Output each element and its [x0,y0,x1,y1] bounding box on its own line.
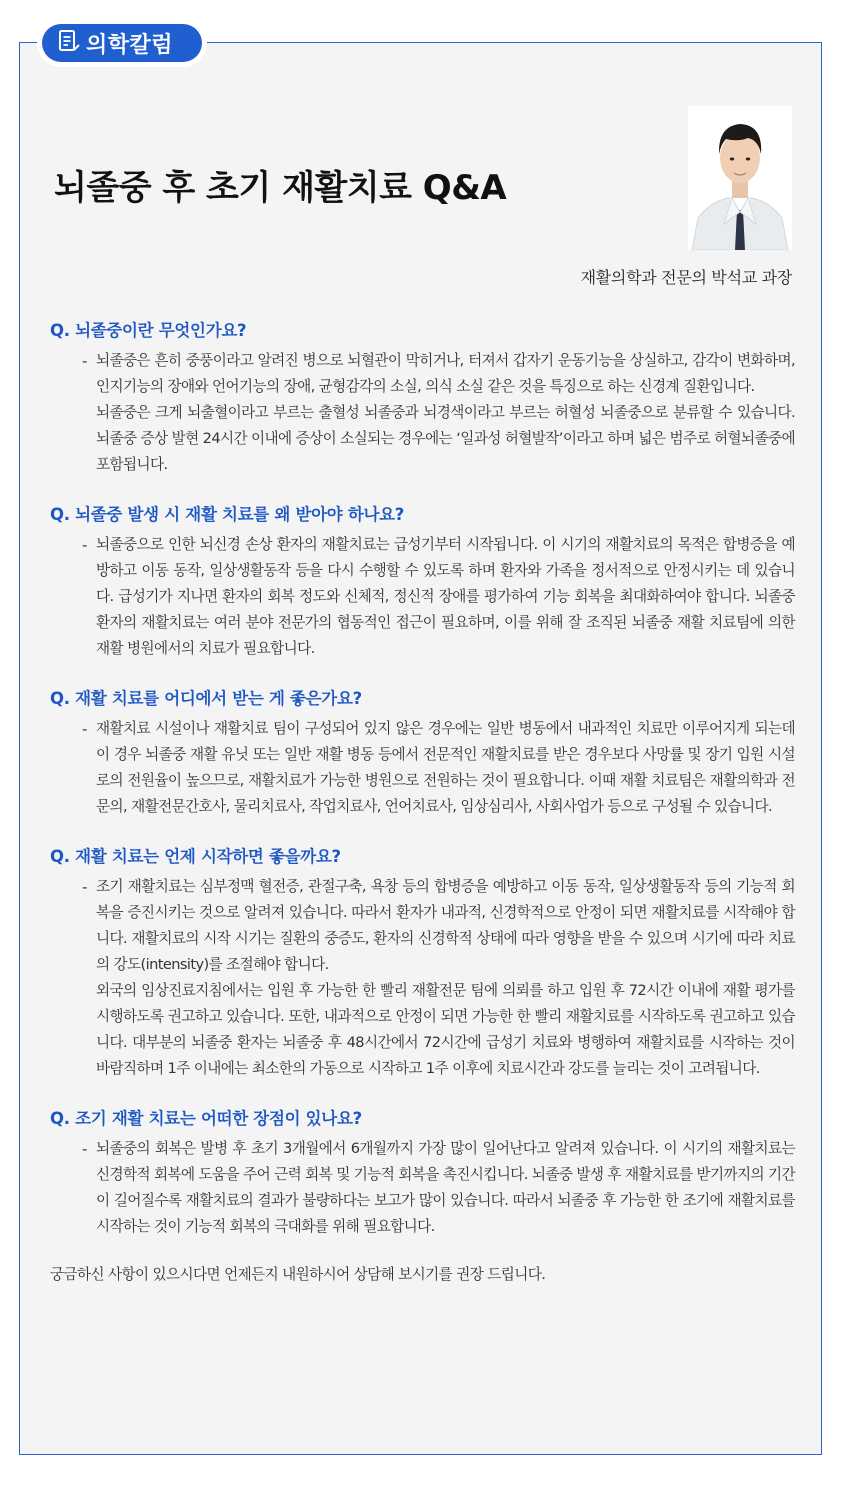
answer-paragraph: 뇌졸중으로 인한 뇌신경 손상 환자의 재활치료는 급성기부터 시작됩니다. 이 시기의 재활치료의 목적은 합병증을 예방하고 이동 동작, 일상생활동작 등을 다시 수행할 수 있도록 하며 환자와 가족을 정서적으로 안정시키는 데 있습니다. 급성기가 지나면 환자의 회복 정도와 신체적, 정신적 장애를 평가하여 기능 회복을 최대화하여야 합니다. 뇌졸중 환자의 재활치료는 여러 분야 전문가의 협동적인 접근이 필요하며, 이를 위해 잘 조직된 뇌졸중 재활 치료팀에 의한 재활 병원에서의 치료가 필요합니다. [96,536,796,657]
author-line: 재활의학과 전문의 박석교 과장 [580,268,792,287]
qa-section [50,684,795,820]
answer-dash: - [82,720,88,738]
qa-section [50,500,795,662]
answer-paragraph: 조기 재활치료는 심부정맥 혈전증, 관절구축, 욕창 등의 합병증을 예방하고 이동 동작, 일상생활동작 등의 기능적 회복을 증진시키는 것으로 알려져 있습니다. 따라서 환자가 내과적, 신경학적으로 안정이 되면 재활치료를 시작해야 합니다. 재활치료의 시작 시기는 질환의 중증도, 환자의 신경학적 상태에 따라 영향을 받을 수 있으며 시기에 따라 치료의 강도(intensity)를 조절해야 합니다. [96,878,795,973]
question-heading: Q. 조기 재활 치료는 어떠한 장점이 있나요? [50,1109,362,1128]
answer-block [50,532,795,662]
badge-label: 의학칼럼 [86,32,174,58]
qa-section [50,1104,795,1240]
answer-block [50,716,795,820]
answer-paragraph: 재활치료 시설이나 재활치료 팀이 구성되어 있지 않은 경우에는 일반 병동에서 내과적인 치료만 이루어지게 되는데 이 경우 뇌졸중 재활 유닛 또는 일반 재활 병동 등에서 전문적인 재활치료를 받은 경우보다 사망률 및 장기 입원 시설로의 전원율이 높으므로, 재활치료가 가능한 병원으로 전원하는 것이 필요합니다. 이때 재활 치료팀은 재활의학과 전문의, 재활전문간호사, 물리치료사, 작업치료사, 언어치료사, 임상심리사, 사회사업가 등으로 구성될 수 있습니다. [96,720,795,815]
answer-paragraph: 뇌졸중은 흔히 중풍이라고 알려진 병으로 뇌혈관이 막히거나, 터져서 갑자기 운동기능을 상실하고, 감각이 변화하며, 인지기능의 장애와 언어기능의 장애, 균형감각의 소실, 의식 소실 같은 것을 특징으로 하는 신경계 질환입니다. [96,352,795,395]
answer-paragraph: 뇌졸중은 크게 뇌출혈이라고 부르는 출혈성 뇌졸중과 뇌경색이라고 부르는 허혈성 뇌졸중으로 분류할 수 있습니다. 뇌졸중 증상 발현 24시간 이내에 증상이 소실되는 경우에는 ‘일과성 허혈발작’이라고 하며 넓은 범주로 허혈뇌졸중에 포함됩니다. [96,404,795,473]
question-heading: Q. 재활 치료는 언제 시작하면 좋을까요? [50,847,341,866]
closing-note: 궁금하신 사항이 있으시다면 언제든지 내원하시어 상담해 보시기를 권장 드립니다. [50,1266,546,1283]
answer-dash: - [82,1140,88,1158]
doctor-portrait [688,106,792,250]
answer-paragraph: 외국의 임상진료지침에서는 입원 후 가능한 한 빨리 재활전문 팀에 의뢰를 하고 입원 후 72시간 이내에 재활 평가를 시행하도록 권고하고 있습니다. 또한, 내과적으로 안정이 되면 가능한 한 빨리 재활치료를 시작하도록 권고하고 있습니다. 대부분의 뇌졸중 환자는 뇌졸중 후 48시간에서 72시간에 급성기 치료와 병행하여 재활치료를 시작하는 것이 바람직하며 1주 이내에는 최소한의 가동으로 시작하고 1주 이후에 치료시간과 강도를 늘리는 것이 고려됩니다. [96,982,795,1077]
answer-block [50,348,795,478]
column-badge [42,24,202,62]
answer-block [50,1136,795,1240]
qa-section [50,316,795,478]
answer-block [50,874,795,1082]
answer-dash: - [82,536,88,554]
question-heading: Q. 뇌졸중이란 무엇인가요? [50,321,247,340]
qa-content [50,316,795,1303]
question-heading: Q. 재활 치료를 어디에서 받는 게 좋은가요? [50,689,362,708]
page-title: 뇌졸중 후 초기 재활치료 Q&A [54,168,507,208]
qa-section [50,842,795,1082]
answer-paragraph: 뇌졸중의 회복은 발병 후 초기 3개월에서 6개월까지 가장 많이 일어난다고 알려져 있습니다. 이 시기의 재활치료는 신경학적 회복에 도움을 주어 근력 회복 및 기능적 회복을 촉진시킵니다. 뇌졸중 발생 후 재활치료를 받기까지의 기간이 길어질수록 재활치료의 결과가 불량하다는 보고가 많이 있습니다. 따라서 뇌졸중 후 가능한 한 조기에 재활치료를 시작하는 것이 기능적 회복의 극대화를 위해 필요합니다. [96,1140,796,1235]
question-heading: Q. 뇌졸중 발생 시 재활 치료를 왜 받아야 하나요? [50,505,405,524]
document-pen-icon [58,29,86,57]
answer-dash: - [82,352,88,370]
answer-dash: - [82,878,88,896]
